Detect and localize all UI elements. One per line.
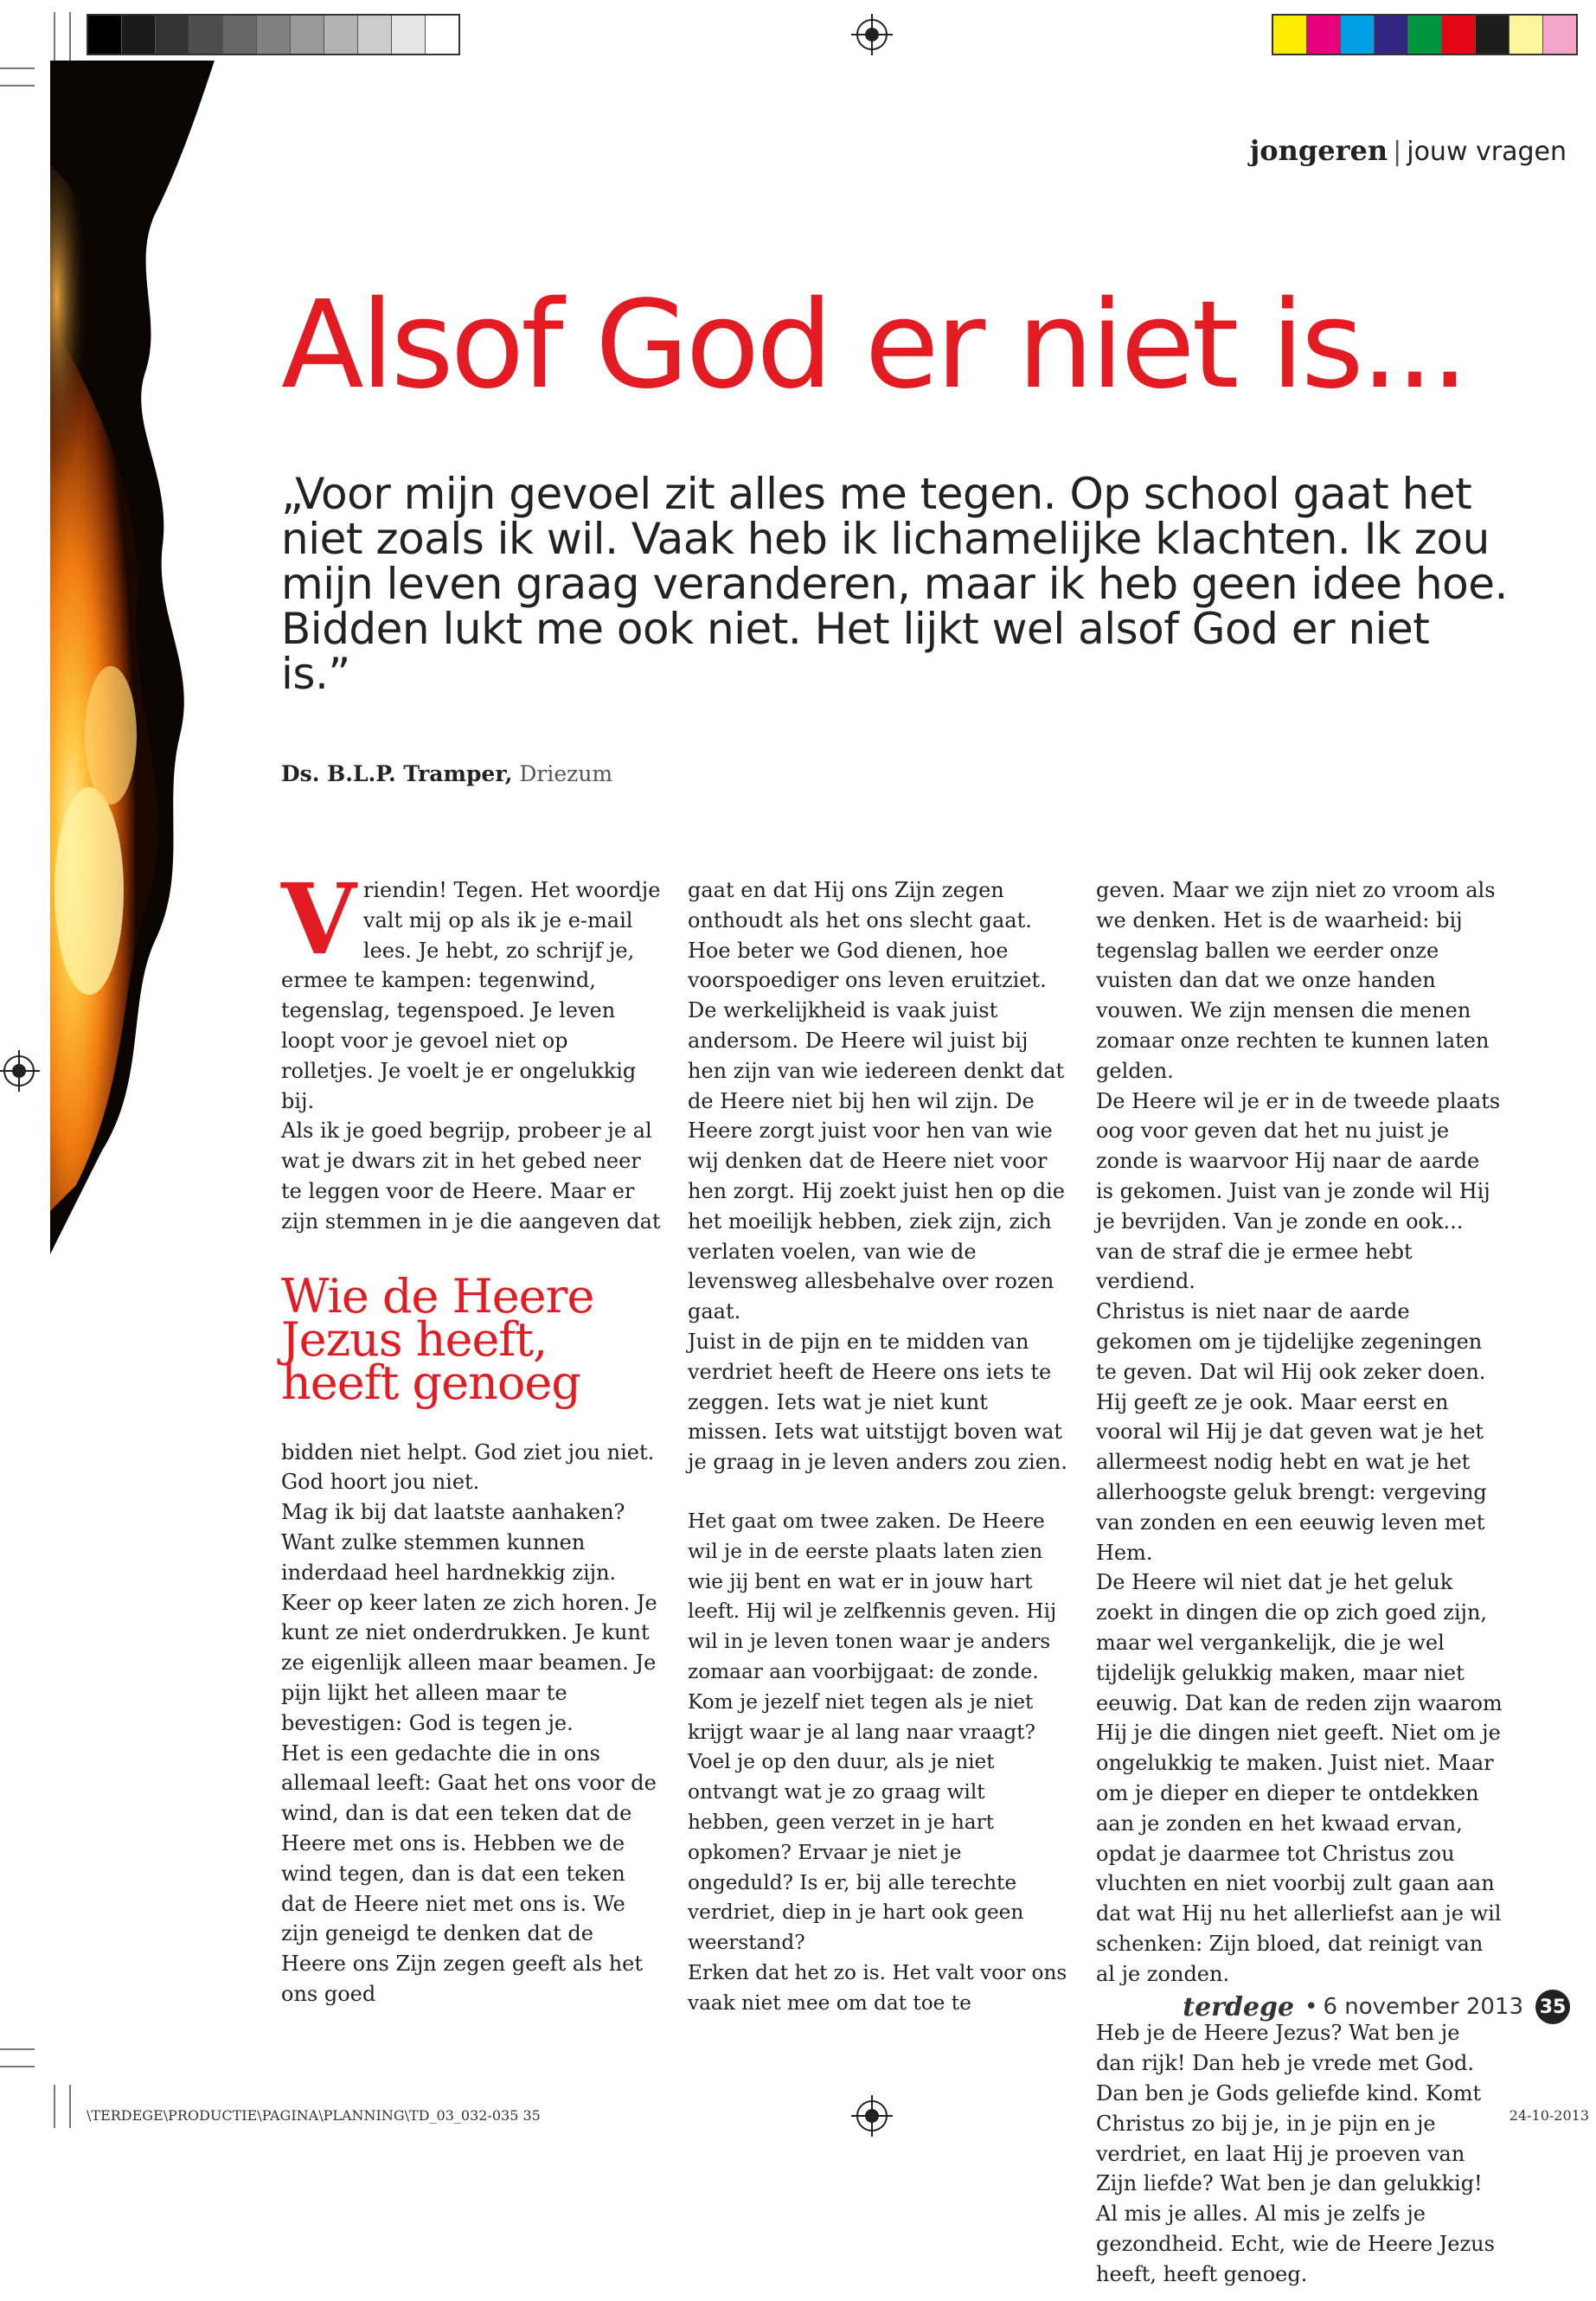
body-paragraph: Christus is niet naar de aarde gekomen om je tijdelijke zegeningen te geven. Dat wil Hij ook zeker doen. Hij geeft ze je ook. Maar eerst en vooral wil Hij je dat geven wat je het allermeest nodig hebt en wat je het allerhoogste geluk brengt: vergeving van zonden en een eeuwig leven met Hem.: [1096, 1299, 1487, 1565]
body-paragraph: riendin! Tegen. Het woordje valt mij op als ik je e-mail lees. Je hebt, zo schrijf je, ermee te kampen: tegenwind, tegenslag, tegenspoed. Je leven loopt voor je gevoel niet op rolletjes. Je voelt je er ongelukkig bij.: [281, 878, 661, 1113]
gray-swatch: [324, 16, 358, 54]
body-paragraph: bidden niet helpt. God ziet jou niet. God hoort jou niet.: [281, 1439, 655, 1495]
gray-swatch: [426, 16, 458, 54]
author-name: Ds. B.L.P. Tramper,: [281, 761, 513, 786]
registration-mark-top: [856, 19, 888, 50]
body-paragraph: gaat en dat Hij ons Zijn zegen onthoudt als het ons slecht gaat. Hoe beter we God dienen, hoe voorspoediger ons leven eruitziet.: [688, 878, 1047, 993]
pull-quote-heading: Wie de Heere Jezus heeft, heeft genoeg: [281, 1268, 594, 1410]
registration-mark-left: [3, 1055, 35, 1086]
section-category: jongeren: [1249, 134, 1388, 167]
body-paragraph: Het is een gedachte die in ons allemaal leeft: Gaat het ons voor de wind, dan is dat een teken dat de Heere met ons is. Hebben we de wind tegen, dan is dat een teken dat de Heere niet met ons is. We zijn geneigd te denken dat de Heere ons Zijn zegen geeft als het ons goed: [281, 1740, 657, 2006]
color-swatch: [1307, 16, 1341, 54]
gray-swatch: [122, 16, 156, 54]
gray-swatch: [189, 16, 223, 54]
text-column-3: [1096, 875, 1503, 2290]
color-swatch: [1341, 16, 1375, 54]
print-slug-path: \TERDEGE\PRODUCTIE\PAGINA\PLANNING\TD_03_032-035 35: [87, 2107, 541, 2124]
grayscale-color-bar: [87, 14, 460, 55]
body-paragraph: De Heere wil je er in de tweede plaats oog voor geven dat het nu juist je zonde is waarvoor Hij naar de aarde is gekomen. Juist van je zonde wil Hij je bevrijden. Van je zonde en ook... van de straf die je ermee hebt verdiend.: [1096, 1088, 1501, 1294]
issue-date: 6 november 2013: [1323, 1994, 1523, 2020]
author-location: Driezum: [519, 761, 613, 786]
color-swatch: [1543, 16, 1576, 54]
body-paragraph: Juist in de pijn en te midden van verdriet heeft de Heere ons iets te zeggen. Iets wat je niet kunt missen. Iets wat uitstijgt boven wat je graag in je leven anders zou zien.: [688, 1329, 1068, 1475]
text-column-2: [688, 875, 1068, 2018]
body-paragraph: De werkelijkheid is vaak juist andersom. De Heere wil juist bij hen zijn van wie iedereen denkt dat de Heere niet bij hen wil zijn. De Heere zorgt juist voor hen van wie wij denken dat de Heere niet voor hen zorgt. Hij zoekt juist hen op die het moeilijk hebben, ziek zijn, zich verlaten voelen, van wie de levensweg allesbehalve over rozen gaat.: [688, 998, 1065, 1324]
body-paragraph: Als ik je goed begrijp, probeer je al wat je dwars zit in het gebed neer te leggen voor de Heere. Maar er zijn stemmen in je die aangeven dat: [281, 1118, 661, 1234]
magazine-logo: terdege: [1183, 1991, 1295, 2022]
gray-swatch: [358, 16, 392, 54]
drop-cap: V: [281, 863, 356, 977]
body-paragraph: Erken dat het zo is. Het valt voor ons vaak niet mee om dat toe te: [688, 1960, 1067, 2015]
gray-swatch: [257, 16, 291, 54]
color-swatch: [1273, 16, 1307, 54]
body-paragraph: Het gaat om twee zaken. De Heere wil je in de eerste plaats laten zien wie jij bent en wat er in jouw hart leeft. Hij wil je zelfkennis geven. Hij wil in je leven tonen waar je anders zomaar aan voorbijgaat: de zonde. Kom je jezelf niet tegen als je niet krijgt waar je al lang naar vraagt? Voel je op den duur, als je niet ontvangt wat je zo graag wilt hebben, geen verzet in je hart opkomen? Ervaar je niet je ongeduld? Is er, bij alle terechte verdriet, diep in je hart ook geen weerstand?: [688, 1509, 1057, 1955]
section-topic: jouw vragen: [1407, 137, 1567, 167]
body-paragraph: geven. Maar we zijn niet zo vroom als we denken. Het is de waarheid: bij tegenslag ballen we eerder onze vuisten dan dat we onze handen vouwen. We zijn mensen die menen zomaar onze rechten te kunnen laten gelden.: [1096, 878, 1496, 1083]
gray-swatch: [223, 16, 257, 54]
page-number-badge: 35: [1535, 1990, 1570, 2024]
registration-mark-bottom: [856, 2100, 888, 2131]
print-slug-date: 24-10-2013: [1509, 2107, 1589, 2124]
color-swatch: [1375, 16, 1408, 54]
color-swatch: [1442, 16, 1476, 54]
gray-swatch: [88, 16, 122, 54]
gray-swatch: [156, 16, 189, 54]
gray-swatch: [392, 16, 426, 54]
body-paragraph: Heb je de Heere Jezus? Wat ben je dan rijk! Dan heb je vrede met God. Dan ben je Gods geliefde kind. Komt Christus zo bij je, in je pijn en je verdriet, en laat Hij je proeven van Zijn liefde? Wat ben je dan gelukkig! Al mis je alles. Al mis je zelfs je gezondheid. Echt, wie de Heere Jezus heeft, heeft genoeg.: [1096, 2021, 1495, 2286]
article-title: Alsof God er niet is...: [281, 275, 1466, 416]
section-label: [1250, 134, 1567, 167]
color-swatch: [1408, 16, 1442, 54]
color-swatch: [1509, 16, 1543, 54]
page-footer: [1183, 1990, 1570, 2024]
article-author: [281, 761, 612, 786]
body-paragraph: Mag ik bij dat laatste aanhaken? Want zulke stemmen kunnen inderdaad heel hardnekkig zijn. Keer op keer laten ze zich horen. Je kunt ze niet onderdrukken. Je kunt ze eigenlijk alleen maar beamen. Je pijn lijkt het alleen maar te bevestigen: God is tegen je.: [281, 1500, 657, 1735]
section-separator: |: [1393, 137, 1402, 167]
footer-bullet: •: [1304, 1994, 1318, 2020]
article-lead-quote: „Voor mijn gevoel zit alles me tegen. Op school gaat het niet zoals ik wil. Vaak heb ik lichamelijke klachten. Ik zou mijn leven graag veranderen, maar ik heb geen idee hoe. Bidden lukt me ook niet. Het lijkt wel alsof God er niet is.”: [281, 469, 1508, 699]
body-paragraph: De Heere wil niet dat je het geluk zoekt in dingen die op zich goed zijn, maar wel vergankelijk, die je wel tijdelijk gelukkig maken, maar niet eeuwig. Dat kan de reden zijn waarom Hij je die dingen niet geeft. Niet om je ongelukkig te maken. Juist niet. Maar om je dieper en dieper te ontdekken aan je zonden en het kwaad ervan, opdat je daarmee tot Christus zou vluchten en niet voorbij zult gaan aan dat wat Hij nu het allerliefst aan je wil schenken: Zijn bloed, dat reinigt van al je zonden.: [1096, 1570, 1503, 1986]
color-swatch: [1476, 16, 1509, 54]
text-column-1: [281, 863, 662, 2009]
cmyk-color-bar: [1272, 14, 1578, 55]
gray-swatch: [291, 16, 324, 54]
